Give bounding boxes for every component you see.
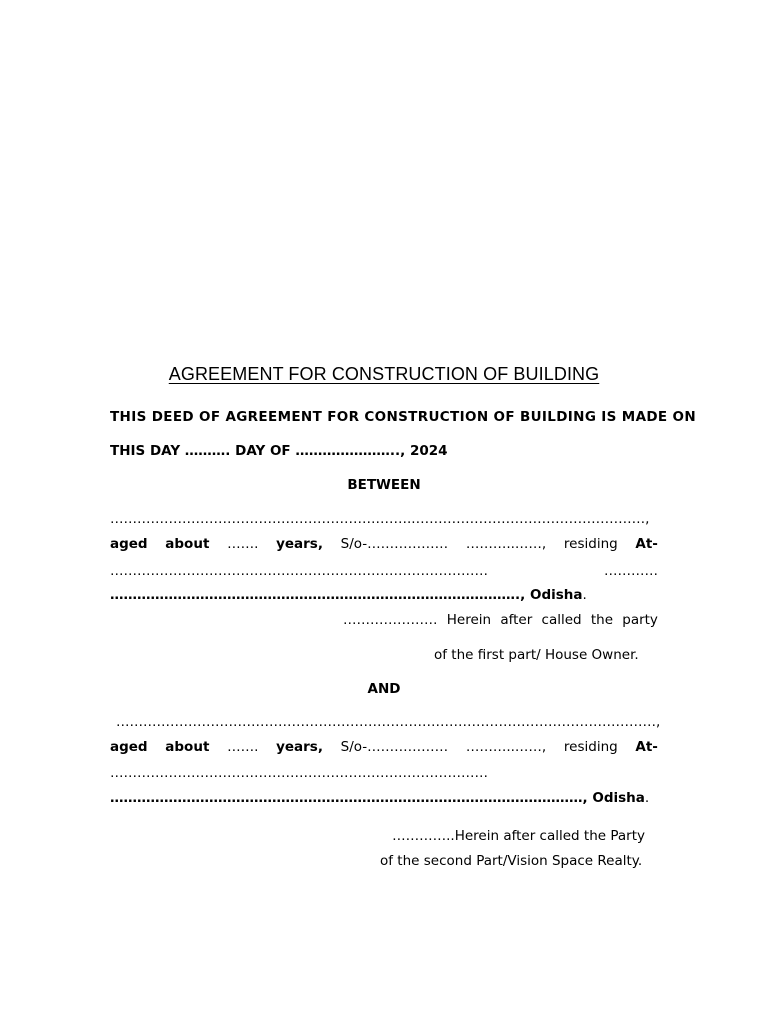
- document-title: AGREEMENT FOR CONSTRUCTION OF BUILDING: [168, 364, 600, 384]
- second-party-role-line: of the second Part/Vision Space Realty.: [380, 853, 643, 869]
- state-name: Odisha: [592, 790, 645, 806]
- years-word: years,: [276, 739, 323, 755]
- and-heading: AND: [367, 681, 401, 697]
- father-name-blank: ………..……,: [465, 536, 547, 552]
- intro-line-2: THIS DAY ………. DAY OF ………………….., 2024: [110, 443, 448, 459]
- second-party-name-line: …………………………………………………………………………………………………………,: [116, 714, 661, 730]
- years-word: years,: [276, 536, 323, 552]
- second-party-aged-line: [110, 738, 658, 756]
- about-word: about: [165, 536, 210, 552]
- first-party-name-line: …………………………………………………………..……………………………………………,: [110, 511, 650, 527]
- first-party-address-line-2: [110, 586, 658, 604]
- after-word: after: [500, 612, 533, 628]
- second-party-address-line-1: …………………………………………………………………………: [110, 765, 488, 781]
- son-of-blank: S/o-………………: [340, 739, 449, 755]
- first-party-address-line-1: [110, 562, 658, 580]
- at-word: At-: [635, 739, 658, 755]
- state-name: Odisha: [529, 587, 583, 603]
- residing-word: residing: [563, 536, 618, 552]
- first-party-aged-line: [110, 535, 658, 553]
- address-blank: ……………………………………………………………………………………………,: [110, 790, 593, 806]
- age-blank: …….: [227, 536, 259, 552]
- father-name-blank: ………..……,: [465, 739, 547, 755]
- second-party-address-line-2: [110, 789, 658, 807]
- address-blank-right: …………: [604, 563, 658, 579]
- party-word: party: [622, 612, 658, 628]
- address-blank-left: …………………………………………………………………………: [110, 563, 488, 579]
- the-word: the: [590, 612, 613, 628]
- period: .: [582, 587, 587, 603]
- period: .: [644, 790, 650, 806]
- at-word: At-: [635, 536, 658, 552]
- address-blank: ……………………………………………………………………………….,: [110, 587, 530, 603]
- age-blank: …….: [227, 739, 259, 755]
- between-heading: BETWEEN: [347, 477, 421, 493]
- first-party-herein-line: [343, 611, 658, 629]
- herein-blank: …………………: [343, 612, 438, 628]
- residing-word: residing: [563, 739, 618, 755]
- about-word: about: [165, 739, 210, 755]
- intro-line-1-text: THIS DEED OF AGREEMENT FOR CONSTRUCTION OF BUILDING IS MADE ON: [110, 409, 697, 425]
- aged-word: aged: [110, 536, 148, 552]
- first-party-role-line: of the first part/ House Owner.: [434, 647, 639, 663]
- called-word: called: [541, 612, 582, 628]
- intro-line-1: [110, 408, 697, 426]
- aged-word: aged: [110, 739, 148, 755]
- second-party-herein-line: …………..Herein after called the Party: [392, 828, 645, 844]
- herein-word: Herein: [446, 612, 492, 628]
- son-of-blank: S/o-………………: [340, 536, 449, 552]
